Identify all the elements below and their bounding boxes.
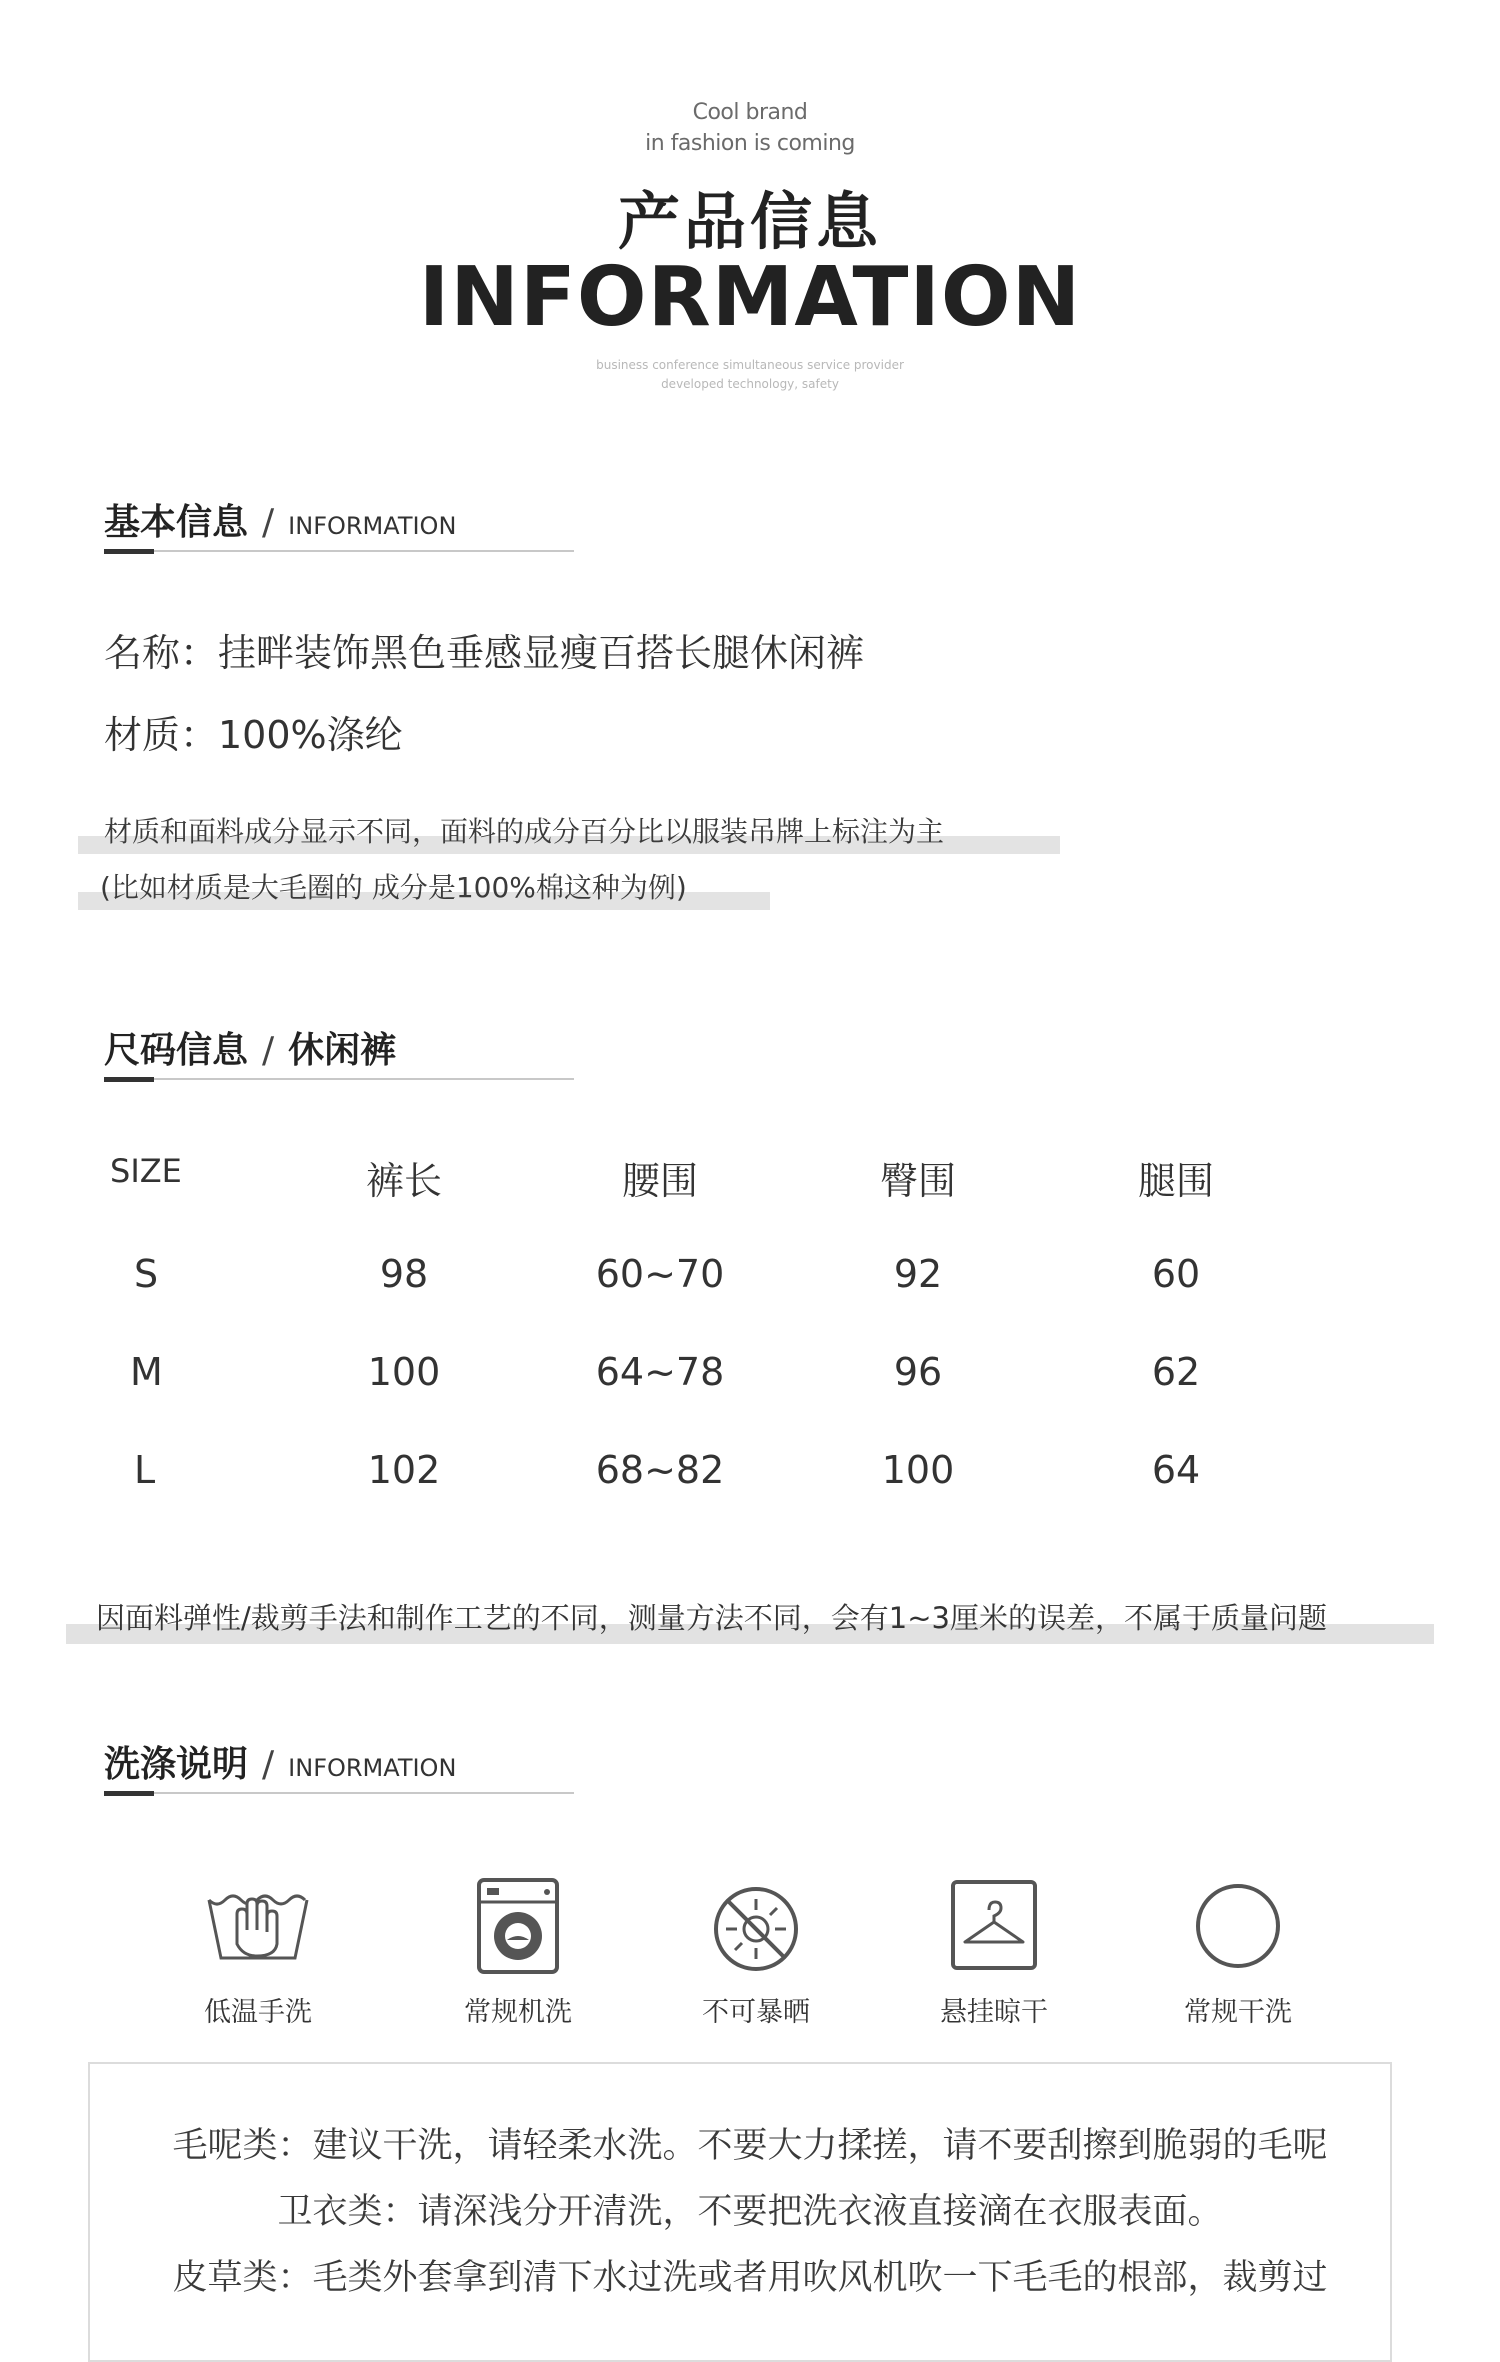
care-info-heading-cn: 洗涤说明 bbox=[104, 1744, 249, 1785]
heading-slash: / bbox=[262, 502, 275, 543]
care-label: 常规机洗 bbox=[464, 1997, 572, 2028]
table-cell: 100 bbox=[367, 1350, 441, 1394]
table-header-size: SIZE bbox=[110, 1152, 182, 1190]
table-cell: 98 bbox=[379, 1252, 429, 1296]
care-label: 悬挂晾干 bbox=[940, 1997, 1048, 2028]
hang-dry-icon bbox=[939, 1874, 1049, 1984]
table-cell: M bbox=[130, 1350, 163, 1394]
hero-title-cn: 产品信息 bbox=[617, 185, 882, 258]
basic-info-heading-cn: 基本信息 bbox=[104, 502, 249, 543]
wash-instruction-line: 皮草类：毛类外套拿到清下水过洗或者用吹风机吹一下毛毛的根部，裁剪过 bbox=[172, 2258, 1328, 2298]
hero-tagline-1: Cool brand bbox=[692, 100, 808, 125]
section-divider bbox=[104, 1078, 574, 1080]
size-info-heading-cn: 尺码信息 bbox=[104, 1030, 249, 1071]
size-warning-note: 因面料弹性/裁剪手法和制作工艺的不同，测量方法不同，会有1~3厘米的误差，不属于质量问题 bbox=[96, 1601, 1327, 1635]
size-info-heading-sub: 休闲裤 bbox=[288, 1030, 397, 1071]
section-divider bbox=[104, 550, 574, 552]
basic-info-heading-en: INFORMATION bbox=[288, 512, 457, 540]
care-info-heading-en: INFORMATION bbox=[288, 1754, 457, 1782]
basic-info-heading bbox=[104, 494, 456, 545]
hero-subline-1: business conference simultaneous service provider bbox=[596, 358, 904, 372]
size-info-heading bbox=[104, 1022, 396, 1073]
care-item-hand-wash bbox=[158, 1874, 358, 2029]
section-divider-accent bbox=[104, 1791, 154, 1796]
table-cell: 62 bbox=[1151, 1350, 1201, 1394]
care-item-no-sun bbox=[656, 1874, 856, 2029]
table-cell: 64 bbox=[1151, 1448, 1201, 1492]
table-header-length: 裤长 bbox=[365, 1159, 442, 1203]
product-material: 材质：100%涤纶 bbox=[104, 713, 403, 757]
table-cell: 60~70 bbox=[595, 1252, 725, 1296]
no-sun-dry-icon bbox=[701, 1874, 811, 1984]
heading-slash: / bbox=[262, 1030, 275, 1071]
table-cell: 64~78 bbox=[595, 1350, 725, 1394]
table-cell: 96 bbox=[893, 1350, 943, 1394]
table-cell: 60 bbox=[1151, 1252, 1201, 1296]
dry-clean-icon bbox=[1183, 1874, 1293, 1984]
table-cell: L bbox=[134, 1448, 156, 1492]
section-divider-accent bbox=[104, 1077, 154, 1082]
material-note-2: (比如材质是大毛圈的 成分是100%棉这种为例) bbox=[100, 871, 687, 904]
table-cell: 102 bbox=[367, 1448, 441, 1492]
wash-instruction-line: 毛呢类：建议干洗，请轻柔水洗。不要大力揉搓，请不要刮擦到脆弱的毛呢 bbox=[172, 2126, 1328, 2166]
care-label: 低温手洗 bbox=[204, 1997, 312, 2028]
product-name: 名称：挂畔装饰黑色垂感显瘦百搭长腿休闲裤 bbox=[104, 631, 865, 675]
table-header-waist: 腰围 bbox=[621, 1159, 698, 1203]
table-header-thigh: 腿围 bbox=[1137, 1159, 1214, 1203]
care-label: 不可暴晒 bbox=[702, 1997, 810, 2028]
care-item-dry-clean bbox=[1138, 1874, 1338, 2029]
hand-wash-icon bbox=[203, 1874, 313, 1984]
care-info-heading bbox=[104, 1736, 456, 1787]
wash-instruction-line: 卫衣类：请深浅分开清洗，不要把洗衣液直接滴在衣服表面。 bbox=[277, 2192, 1223, 2232]
hero-subline-2: developed technology, safety bbox=[661, 377, 839, 391]
care-label: 常规干洗 bbox=[1184, 1997, 1292, 2028]
care-item-machine-wash bbox=[418, 1874, 618, 2029]
heading-slash: / bbox=[262, 1744, 275, 1785]
section-divider bbox=[104, 1792, 574, 1794]
table-cell: 100 bbox=[881, 1448, 955, 1492]
table-header-hip: 臀围 bbox=[879, 1159, 956, 1203]
hero-title-en: INFORMATION bbox=[418, 250, 1082, 345]
hero-tagline-2: in fashion is coming bbox=[645, 131, 855, 156]
machine-wash-icon bbox=[463, 1874, 573, 1984]
table-cell: 92 bbox=[893, 1252, 943, 1296]
material-note-1: 材质和面料成分显示不同，面料的成分百分比以服装吊牌上标注为主 bbox=[104, 815, 945, 848]
table-cell: S bbox=[134, 1252, 159, 1296]
table-cell: 68~82 bbox=[595, 1448, 725, 1492]
care-item-hang-dry bbox=[894, 1874, 1094, 2029]
section-divider-accent bbox=[104, 549, 154, 554]
